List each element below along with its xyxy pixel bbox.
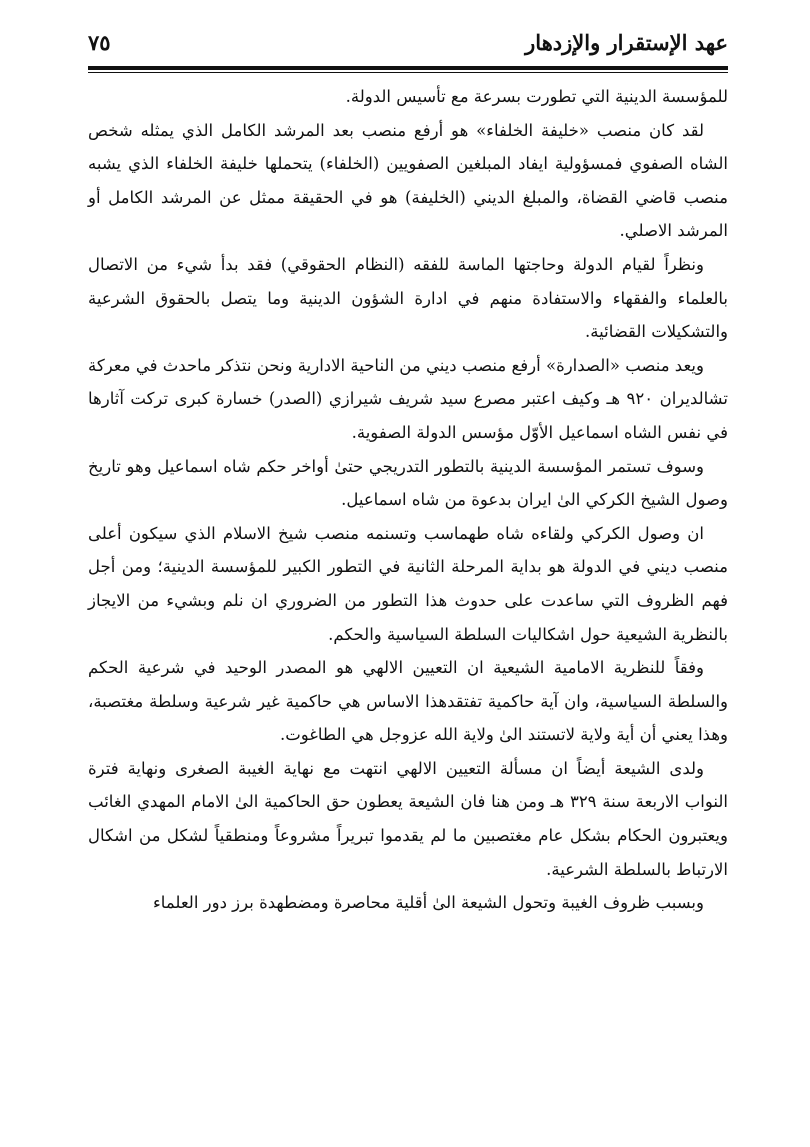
paragraph: ولدى الشيعة أيضاً ان مسألة التعيين الالهي انتهت مع نهاية الغيبة الصغرى ونهاية فترة النواب الاربعة سنة ٣٢٩ هـ ومن هنا فان الشيعة يعطون حق الحاكمية الىٰ الامام المهدي الغائب ويعتبرون الحكام بشكل عام مغتصبين ما لم يقدموا تبريراً مشروعاً ومنطقياً لشكل من اشكال الارتباط بالسلطة الشرعية.: [88, 758, 728, 879]
paragraph: ان وصول الكركي ولقاءه شاه طهماسب وتسنمه منصب شيخ الاسلام الذي سيكون أعلى منصب ديني في الدولة هو بداية المرحلة الثانية في التطور الكبير للمؤسسة الدينية؛ ومن أجل فهم الظروف التي ساعدت على حدوث هذا التطور من الضروري ان نلم وبشيء من الايجاز بالنظرية الشيعية حول اشكاليات السلطة السياسية والحكم.: [88, 523, 728, 644]
paragraph: لقد كان منصب «خليفة الخلفاء» هو أرفع منصب بعد المرشد الكامل الذي يمثله شخص الشاه الصفوي فمسؤولية ايفاد المبلغين الصفويين (الخلفاء) يتحملها خليفة الخلفاء الذي يشبه منصب قاضي القضاة، والمبلغ الديني (الخليفة) هو في الحقيقة ممثل عن المرشد الكامل أو المرشد الاصلي.: [88, 120, 728, 241]
paragraph: ونظراً لقيام الدولة وحاجتها الماسة للفقه (النظام الحقوقي) فقد بدأ شيء من الاتصال بالعلماء والفقهاء والاستفادة منهم في ادارة الشؤون الدينية وما يتصل بالحقوق الشرعية والتشكيلات القضائية.: [88, 254, 728, 342]
header-divider-thin: [88, 72, 728, 73]
page-header: [88, 28, 728, 62]
paragraph: وسوف تستمر المؤسسة الدينية بالتطور التدريجي حتىٰ أواخر حكم شاه اسماعيل وهو تاريخ وصول الشيخ الكركي الىٰ ايران بدعوة من شاه اسماعيل.: [88, 456, 728, 510]
header-divider-thick: [88, 66, 728, 70]
running-title: عهد الإستقرار والإزدهار: [525, 30, 728, 55]
paragraph: وفقاً للنظرية الامامية الشيعية ان التعيين الالهي هو المصدر الوحيد في شرعية الحكم والسلطة السياسية، وان آية حاكمية تفتقدهذا الاساس هي حاكمية غير شرعية وسلطة مغتصبة، وهذا يعني أن أية ولاية لاتستند الىٰ ولاية الله عزوجل هي الطاغوت.: [88, 658, 728, 745]
paragraph: وبسبب ظروف الغيبة وتحول الشيعة الىٰ أقلية محاصرة ومضطهدة برز دور العلماء: [153, 893, 704, 913]
page-number: ٧٥: [88, 30, 111, 55]
paragraph: للمؤسسة الدينية التي تطورت بسرعة مع تأسيس الدولة.: [345, 87, 728, 106]
body-text: [88, 80, 728, 920]
paragraph: ويعد منصب «الصدارة» أرفع منصب ديني من الناحية الادارية ونحن نتذكر ماحدث في معركة تشالديران ٩٢٠ هـ وكيف اعتبر مصرع سيد شريف شيرازي (الصدر) خسارة كبرى تركت آثارها في نفس الشاه اسماعيل الأوّل مؤسس الدولة الصفوية.: [88, 355, 728, 442]
